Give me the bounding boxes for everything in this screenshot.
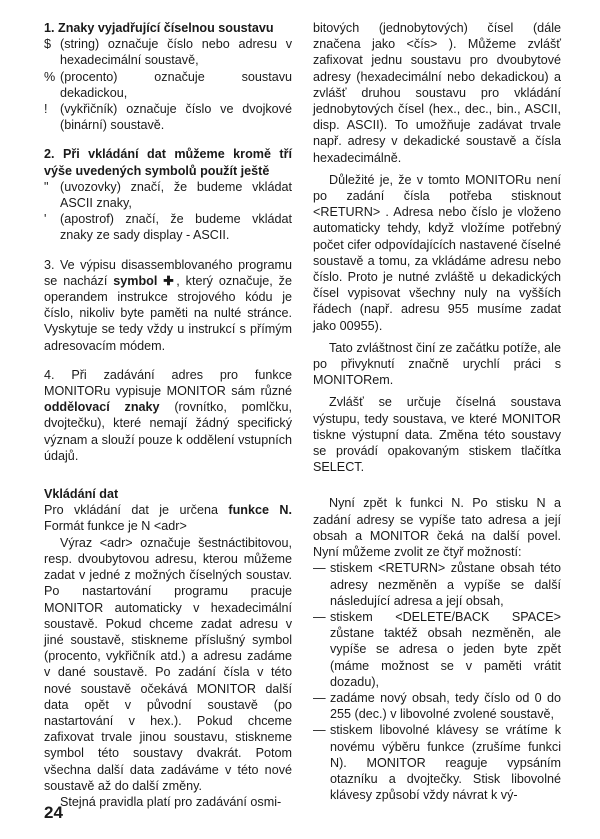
paragraph: Tato zvláštnost činí ze začátku potíže, ale po přivyknutí značně urychlí práci s MONITORem. bbox=[313, 340, 561, 388]
left-column bbox=[44, 20, 292, 810]
item-symbol: ! bbox=[44, 102, 48, 117]
separator-term: oddělovací znaky bbox=[44, 400, 160, 415]
data-entry-heading: Vkládání dat bbox=[44, 487, 119, 502]
list-item bbox=[313, 690, 561, 722]
item-symbol: $ bbox=[44, 37, 52, 52]
section-1 bbox=[44, 20, 292, 133]
section-3-paragraph bbox=[44, 257, 292, 354]
item-text: (apostrof) značí, že budeme vkládat znaky ze sady display - ASCII. bbox=[60, 212, 292, 243]
paragraph: Zvlášť se určuje číselná soustava výstupu, tedy soustava, ve které MONITOR tiskne výstupní data. Změna této soustavy se provádí opakovaným stiskem tlačítka SELECT. bbox=[313, 395, 561, 475]
list-item bbox=[44, 101, 292, 133]
page-number: 24 bbox=[44, 803, 63, 822]
item-text: stiskem <RETURN> zůstane obsah této adresy nezměněn a vypíše se další následující adresa a její obsah, bbox=[330, 561, 561, 608]
item-text: (procento) označuje soustavu dekadickou, bbox=[60, 69, 292, 100]
item-symbol: % bbox=[44, 69, 56, 84]
data-entry-paragraph: Výraz <adr> označuje šestnáctibitovou, resp. dvoubytovou adresu, kterou můžeme zadat v jedné z možných číselných soustav. Po nastartování programu pracuje MONITOR automaticky v hexadecimální soustavě. Pokud chceme zadat adresu v jiné soustavě, stiskneme příslušný symbol (procento, vykřičník atd.) a adresu zadáme v dané soustavě. Po zadání čísla v této nové soustavě očekává MONITOR další data opět v původní soustavě (po nastartování v hex.). Pokud chceme zafixovat trvale jinou soustavu, stiskneme symbol této soustavy dvakrát. Potom všechna další data zadáváme v této nové soustavě až do další změny. bbox=[44, 535, 292, 793]
paragraph: bitových (jednobytových) čísel (dále značena jako <čís> ). Můžeme zvlášť zafixovat jednu soustavu pro dvoubytové adresy (hexadecimální nebo dekadickou) a zvlášť druhou soustavu pro vkládání jednobytových čísel (hex., dec., bin., ASCII, disp. ASCII). To umožňuje zadávat trvale např. adresy v dekadické soustavě a čísla hexadecimálně. bbox=[313, 21, 561, 165]
data-entry-continued: Stejná pravidla platí pro zadávání osmi- bbox=[60, 794, 282, 809]
text-run: 4. Při zadávání adres pro funkce MONITORu vypisuje MONITOR sám různé bbox=[44, 367, 292, 399]
dash-bullet: — bbox=[313, 690, 326, 705]
item-symbol: " bbox=[44, 179, 49, 194]
list-item bbox=[313, 560, 561, 609]
dash-bullet: — bbox=[313, 723, 326, 738]
function-term: funkce N. bbox=[228, 503, 292, 518]
item-text: zadáme nový obsah, tedy číslo od 0 do 255 (dec.) v libovolné zvolené soustavě, bbox=[330, 690, 561, 722]
paragraph: Nyní zpět k funkci N. Po stisku N a zadání adresy se vypíše tato adresa a její obsah a MONITOR čeká na další povel. Nyní můžeme zvolit ze čtyř možností: bbox=[313, 496, 561, 560]
section-2 bbox=[44, 146, 292, 243]
section-1-heading: 1. Znaky vyjadřující číselnou soustavu bbox=[44, 21, 274, 35]
list-item bbox=[44, 211, 292, 243]
data-entry-intro bbox=[44, 502, 292, 534]
item-symbol: ' bbox=[44, 212, 47, 227]
list-item bbox=[313, 722, 561, 803]
item-text: stiskem <DELETE/BACK SPACE> zůstane taktéž obsah nezměněn, ale vypíše se adresa o jeden byte zpět (máme možnost se v paměti vrátit dozadu), bbox=[330, 609, 561, 689]
item-text: (vykřičník) označuje číslo ve dvojkové (binární) soustavě. bbox=[60, 102, 292, 133]
list-item bbox=[44, 179, 292, 211]
dash-bullet: — bbox=[313, 609, 326, 624]
right-column bbox=[313, 20, 561, 803]
text-run: Pro vkládání dat je určena bbox=[44, 503, 229, 518]
text-run: 3. Ve výpisu disassemblovaného programu se nachází bbox=[44, 257, 292, 288]
text-run: (rovnítko, pomlčku, dvojtečku), které nemají žádný specifický význam a slouží pouze k oddělení vstupních údajů. bbox=[44, 400, 292, 463]
section-2-heading: 2. Při vkládání dat můžeme kromě tří výše uvedených symbolů použít ještě bbox=[44, 147, 292, 178]
text-run: , který označuje, že operandem instrukce strojového kódu je číslo, nikoliv byte paměti na nulté stránce. Vyskytuje se tedy vždy u instrukcí s přímým adresovacím módem. bbox=[44, 273, 292, 353]
list-item bbox=[44, 69, 292, 101]
item-text: (string) označuje číslo nebo adresu v hexadecimální soustavě, bbox=[60, 37, 292, 68]
list-item bbox=[44, 36, 292, 68]
item-text: stiskem libovolné klávesy se vrátíme k novému výběru funkce (zrušíme funkci N). MONITOR reaguje vypsáním otazníku a dvojtečky. Stisk libovolné klávesy způsobí vždy návrat k vý- bbox=[330, 723, 561, 803]
section-4-paragraph bbox=[44, 367, 292, 464]
dash-bullet: — bbox=[313, 561, 326, 576]
list-item bbox=[313, 609, 561, 690]
item-text: (uvozovky) značí, že budeme vkládat ASCII znaky, bbox=[60, 179, 292, 211]
symbol-term: symbol ✚ bbox=[113, 273, 177, 288]
paragraph: Důležité je, že v tomto MONITORu není po zadání čísla potřeba stisknout <RETURN> . Adresa nebo číslo je vloženo automaticky tehdy, když vložíme potřebný počet cifer odpovídajících nastavené číselné soustavě a tomu, za vkládáme adresu nebo číslo. Proto je nutné zvláště u dekadických čísel vypisovat všechny nuly na vyšších řádech (např. adresu 955 musíme zadat jako 00955). bbox=[313, 172, 561, 333]
text-run: Formát funkce je N <adr> bbox=[44, 519, 187, 534]
